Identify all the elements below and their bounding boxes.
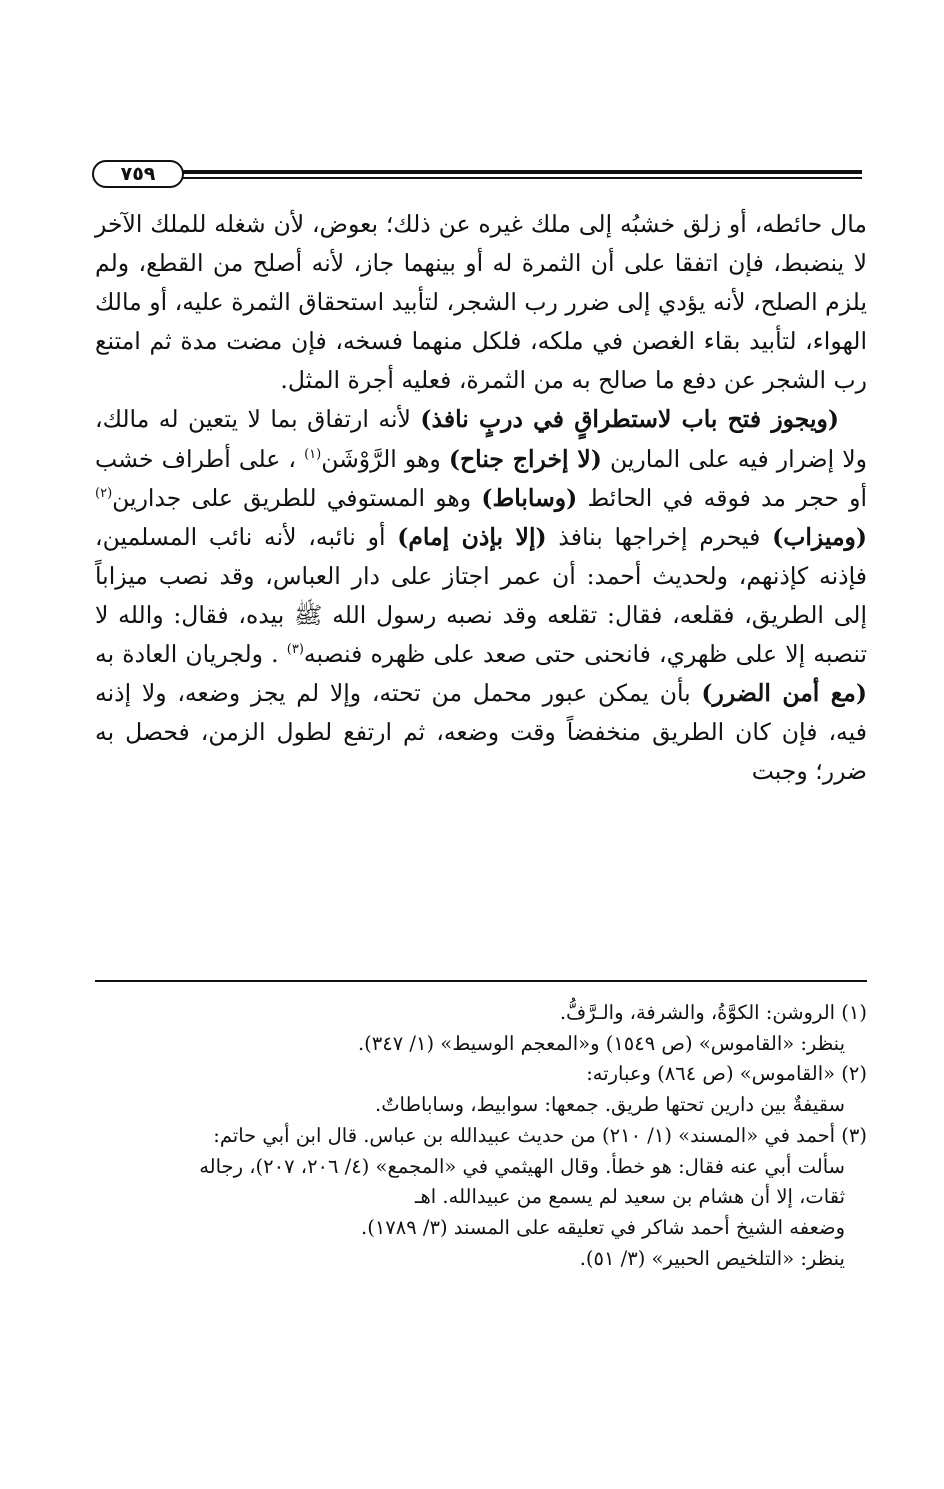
bold-phrase: (إلا بإذن إمام) xyxy=(397,522,547,551)
footnote-1-line-1: (١) الروشن: الكوَّةُ، والشرفة، والـرَّفُّ. xyxy=(559,1001,867,1024)
footnote-3-line-1: (٣) أحمد في «المسند» (١/ ٢١٠) من حديث عبيدالله بن عباس. قال ابن أبي حاتم: xyxy=(213,1123,867,1147)
footnote-3-line-5: ينظر: «التلخيص الحبير» (٣/ ٥١). xyxy=(579,1246,845,1270)
bold-phrase: (مع أمن الضرر) xyxy=(701,679,867,708)
header-rule-thick xyxy=(180,170,862,174)
bold-phrase: (لا إخراج جناح) xyxy=(448,444,602,473)
text-run: أو نائبه، لأنه نائب المسلمين، فإذنه كإذنهم، ولحديث أحمد: أن عمر اجتاز على دار العباس، وقد نصب ميزاباً إلى الطريق، فقلعه، فقال: تقلعه وقد نصبه رسول الله ﷺ بيده، فقال: والله لا تنصبه إلا على ظهري، فانحنى حتى صعد على ظهره فنصبه xyxy=(95,522,867,669)
footnote-2-line-1: (٢) «القاموس» (ص ٨٦٤) وعبارته: xyxy=(586,1062,867,1086)
text-run: وهو المستوفي للطريق على جدارين xyxy=(112,483,482,512)
text-run: لأنه ارتفاق بما لا يتعين له مالك، ولا إضرار فيه على المارين xyxy=(95,405,867,473)
footnote-3-line-2: سألت أبي عنه فقال: هو خطأ. وقال الهيثمي في «المجمع» (٤/ ٢٠٦، ٢٠٧)، رجاله xyxy=(199,1154,845,1178)
text-run: وهو الرَّوْشَن xyxy=(321,444,449,473)
bold-phrase: (وميزاب) xyxy=(772,522,867,551)
text-run: ، على أطراف خشب أو حجر مد فوقه في الحائط xyxy=(95,444,867,512)
bold-phrase: (وساباط) xyxy=(481,483,578,512)
footnotes xyxy=(95,998,867,1274)
paragraph-1: مال حائطه، أو زلق خشبُه إلى ملك غيره عن ذلك؛ بعوض، لأن شغله للملك الآخر لا ينضبط، فإن اتفقا على أن الثمرة له أو بينهما جاز، لأنه أصلح من القطع، ولم يلزم الصلح، لأنه يؤدي إلى ضرر رب الشجر، لتأبيد استحقاق الثمرة عليه، أو مالك الهواء، لتأبيد بقاء الغصن في ملكه، فلكل منهما فسخه، فإن مضت مدة ثم امتنع رب الشجر عن دفع ما صالح به من الثمرة، فعليه أجرة المثل. xyxy=(95,210,867,395)
page-number: ٧٥٩ xyxy=(92,160,184,188)
text-run: بأن يمكن عبور محمل من تحته، وإلا لم يجز وضعه، ولا إذنه فيه، فإن كان الطريق منخفضاً وقت وضعه، ثم ارتفع لطول الزمن، فحصل به ضرر؛ وجبت xyxy=(95,679,867,786)
text-run: . ولجريان العادة به xyxy=(95,640,287,669)
header-rule-thin xyxy=(180,177,862,179)
page-header xyxy=(92,160,862,188)
footnote-1-line-2: ينظر: «القاموس» (ص ١٥٤٩) و«المعجم الوسيط» (١/ ٣٤٧). xyxy=(357,1031,845,1055)
bold-phrase: (ويجوز فتح باب لاستطراقٍ في دربٍ نافذ) xyxy=(420,405,839,434)
footnote-marker-3: (٣) xyxy=(286,642,304,658)
text-run: فيحرم إخراجها بنافذ xyxy=(546,522,773,551)
footnote-2-line-2: سقيفةٌ بين دارين تحتها طريق. جمعها: سوابيط، وساباطاتٌ. xyxy=(375,1093,845,1117)
footnote-3-line-4: وضعفه الشيخ أحمد شاكر في تعليقه على المسند (٣/ ١٧٨٩). xyxy=(361,1215,845,1239)
footnote-3-line-3: ثقات، إلا أن هشام بن سعيد لم يسمع من عبيدالله. اهـ xyxy=(414,1185,845,1209)
footnote-marker-1: (١) xyxy=(304,446,322,462)
footnote-separator xyxy=(95,980,867,982)
footnote-marker-2: (٢) xyxy=(95,485,113,501)
paragraph-2 xyxy=(95,400,867,791)
main-text xyxy=(95,205,867,791)
